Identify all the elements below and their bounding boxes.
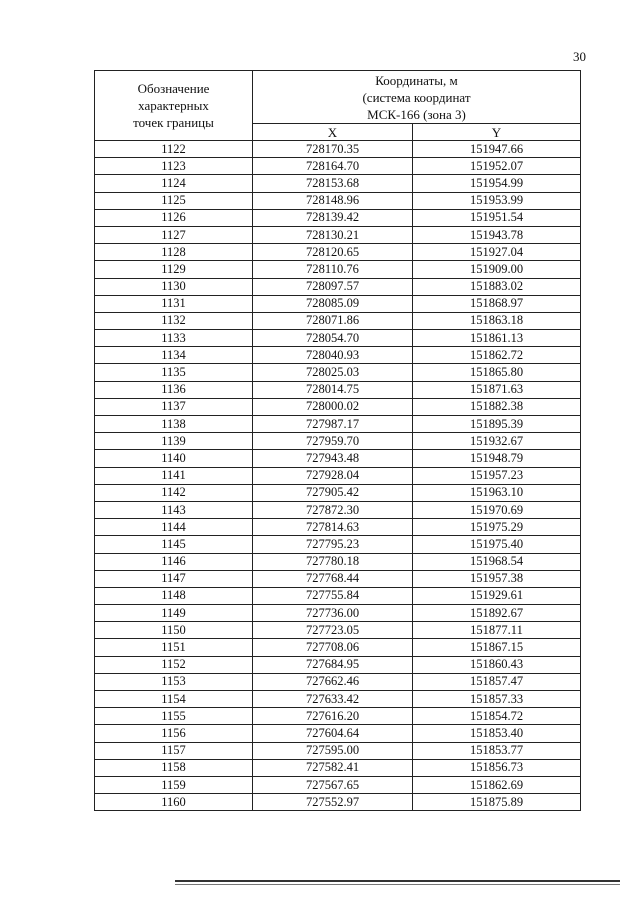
x-coordinate-cell: 727795.23 <box>253 536 413 553</box>
point-header-line3: точек границы <box>133 115 214 130</box>
y-coordinate-cell: 151863.18 <box>413 312 581 329</box>
table-row <box>95 759 581 776</box>
y-coordinate-cell: 151951.54 <box>413 209 581 226</box>
x-coordinate-cell: 728110.76 <box>253 261 413 278</box>
y-coordinate-cell: 151927.04 <box>413 244 581 261</box>
table-row <box>95 209 581 226</box>
point-id-cell: 1144 <box>95 519 253 536</box>
point-id-cell: 1142 <box>95 484 253 501</box>
point-id-cell: 1130 <box>95 278 253 295</box>
table-row <box>95 656 581 673</box>
x-coordinate-cell: 728054.70 <box>253 330 413 347</box>
x-coordinate-cell: 728000.02 <box>253 398 413 415</box>
point-id-cell: 1160 <box>95 794 253 811</box>
x-coordinate-cell: 727755.84 <box>253 587 413 604</box>
y-coordinate-cell: 151882.38 <box>413 398 581 415</box>
point-id-cell: 1146 <box>95 553 253 570</box>
x-coordinate-cell: 727872.30 <box>253 501 413 518</box>
point-id-cell: 1149 <box>95 605 253 622</box>
y-coordinate-cell: 151853.77 <box>413 742 581 759</box>
table-row <box>95 141 581 158</box>
x-coordinate-cell: 727662.46 <box>253 673 413 690</box>
point-id-cell: 1151 <box>95 639 253 656</box>
point-id-cell: 1138 <box>95 416 253 433</box>
table-row <box>95 416 581 433</box>
x-coordinate-cell: 728097.57 <box>253 278 413 295</box>
point-id-cell: 1152 <box>95 656 253 673</box>
y-coordinate-cell: 151883.02 <box>413 278 581 295</box>
point-designation-header <box>95 71 253 141</box>
y-coordinate-cell: 151861.13 <box>413 330 581 347</box>
table-row <box>95 175 581 192</box>
table-row <box>95 330 581 347</box>
y-coordinate-cell: 151929.61 <box>413 587 581 604</box>
table-row <box>95 708 581 725</box>
table-row <box>95 553 581 570</box>
point-id-cell: 1137 <box>95 398 253 415</box>
y-coordinate-cell: 151970.69 <box>413 501 581 518</box>
x-coordinate-cell: 727723.05 <box>253 622 413 639</box>
y-coordinate-cell: 151857.33 <box>413 691 581 708</box>
x-coordinate-cell: 728170.35 <box>253 141 413 158</box>
point-id-cell: 1159 <box>95 776 253 793</box>
point-id-cell: 1126 <box>95 209 253 226</box>
y-coordinate-cell: 151957.23 <box>413 467 581 484</box>
point-id-cell: 1153 <box>95 673 253 690</box>
x-coordinate-cell: 727552.97 <box>253 794 413 811</box>
y-coordinate-cell: 151975.40 <box>413 536 581 553</box>
point-id-cell: 1141 <box>95 467 253 484</box>
point-id-cell: 1134 <box>95 347 253 364</box>
point-id-cell: 1128 <box>95 244 253 261</box>
table-row <box>95 605 581 622</box>
table-row <box>95 364 581 381</box>
table-row <box>95 312 581 329</box>
y-coordinate-cell: 151954.99 <box>413 175 581 192</box>
point-id-cell: 1156 <box>95 725 253 742</box>
y-coordinate-cell: 151865.80 <box>413 364 581 381</box>
coords-header-line3: МСК-166 (зона 3) <box>367 106 466 122</box>
point-id-cell: 1135 <box>95 364 253 381</box>
y-coordinate-cell: 151943.78 <box>413 226 581 243</box>
coordinates-table <box>94 70 581 811</box>
point-id-cell: 1132 <box>95 312 253 329</box>
y-coordinate-cell: 151932.67 <box>413 433 581 450</box>
table-row <box>95 158 581 175</box>
x-coordinate-cell: 727616.20 <box>253 708 413 725</box>
y-coordinate-cell: 151868.97 <box>413 295 581 312</box>
x-coordinate-cell: 727708.06 <box>253 639 413 656</box>
x-column-header: X <box>253 124 413 141</box>
point-id-cell: 1129 <box>95 261 253 278</box>
point-id-cell: 1143 <box>95 501 253 518</box>
footer-rule-thin <box>175 884 620 885</box>
y-coordinate-cell: 151854.72 <box>413 708 581 725</box>
point-id-cell: 1158 <box>95 759 253 776</box>
page-number: 30 <box>573 49 586 64</box>
x-coordinate-cell: 727987.17 <box>253 416 413 433</box>
point-header-line2: характерных <box>138 98 209 113</box>
table-row <box>95 192 581 209</box>
y-coordinate-cell: 151862.72 <box>413 347 581 364</box>
x-coordinate-cell: 727736.00 <box>253 605 413 622</box>
coords-header-line2: (система координат <box>362 89 471 105</box>
x-coordinate-cell: 728120.65 <box>253 244 413 261</box>
x-coordinate-cell: 727633.42 <box>253 691 413 708</box>
point-id-cell: 1154 <box>95 691 253 708</box>
y-coordinate-cell: 151877.11 <box>413 622 581 639</box>
point-id-cell: 1136 <box>95 381 253 398</box>
y-coordinate-cell: 151857.47 <box>413 673 581 690</box>
point-id-cell: 1148 <box>95 587 253 604</box>
y-coordinate-cell: 151968.54 <box>413 553 581 570</box>
y-coordinate-cell: 151948.79 <box>413 450 581 467</box>
coords-header-line1: Координаты, м <box>375 72 458 88</box>
point-id-cell: 1155 <box>95 708 253 725</box>
x-coordinate-cell: 728164.70 <box>253 158 413 175</box>
x-coordinate-cell: 727768.44 <box>253 570 413 587</box>
x-coordinate-cell: 728139.42 <box>253 209 413 226</box>
table-body <box>95 141 581 811</box>
x-coordinate-cell: 727928.04 <box>253 467 413 484</box>
table-row <box>95 278 581 295</box>
table-row <box>95 261 581 278</box>
point-id-cell: 1145 <box>95 536 253 553</box>
y-coordinate-cell: 151862.69 <box>413 776 581 793</box>
y-coordinate-cell: 151856.73 <box>413 759 581 776</box>
table-row <box>95 536 581 553</box>
table-row <box>95 519 581 536</box>
x-coordinate-cell: 728071.86 <box>253 312 413 329</box>
x-coordinate-cell: 727684.95 <box>253 656 413 673</box>
point-id-cell: 1140 <box>95 450 253 467</box>
x-coordinate-cell: 727582.41 <box>253 759 413 776</box>
table-row <box>95 244 581 261</box>
point-id-cell: 1157 <box>95 742 253 759</box>
y-column-header: Y <box>413 124 581 141</box>
table-row <box>95 295 581 312</box>
x-coordinate-cell: 727567.65 <box>253 776 413 793</box>
table-row <box>95 347 581 364</box>
y-coordinate-cell: 151952.07 <box>413 158 581 175</box>
table-row <box>95 742 581 759</box>
x-coordinate-cell: 728148.96 <box>253 192 413 209</box>
table-row <box>95 570 581 587</box>
point-header-line1: Обозначение <box>137 81 210 96</box>
y-coordinate-cell: 151957.38 <box>413 570 581 587</box>
table-row <box>95 776 581 793</box>
y-coordinate-cell: 151947.66 <box>413 141 581 158</box>
y-coordinate-cell: 151895.39 <box>413 416 581 433</box>
table-row <box>95 794 581 811</box>
x-coordinate-cell: 728014.75 <box>253 381 413 398</box>
table-row <box>95 226 581 243</box>
x-coordinate-cell: 727905.42 <box>253 484 413 501</box>
x-coordinate-cell: 728040.93 <box>253 347 413 364</box>
y-coordinate-cell: 151909.00 <box>413 261 581 278</box>
x-coordinate-cell: 727604.64 <box>253 725 413 742</box>
x-coordinate-cell: 728025.03 <box>253 364 413 381</box>
table-row <box>95 484 581 501</box>
point-id-cell: 1133 <box>95 330 253 347</box>
point-id-cell: 1139 <box>95 433 253 450</box>
y-coordinate-cell: 151875.89 <box>413 794 581 811</box>
x-coordinate-cell: 728130.21 <box>253 226 413 243</box>
point-id-cell: 1127 <box>95 226 253 243</box>
x-coordinate-cell: 727814.63 <box>253 519 413 536</box>
table-row <box>95 501 581 518</box>
table-row <box>95 433 581 450</box>
footer-rule <box>175 880 620 882</box>
point-id-cell: 1122 <box>95 141 253 158</box>
x-coordinate-cell: 727780.18 <box>253 553 413 570</box>
point-id-cell: 1124 <box>95 175 253 192</box>
y-coordinate-cell: 151953.99 <box>413 192 581 209</box>
x-coordinate-cell: 727943.48 <box>253 450 413 467</box>
x-coordinate-cell: 727959.70 <box>253 433 413 450</box>
y-coordinate-cell: 151975.29 <box>413 519 581 536</box>
y-coordinate-cell: 151853.40 <box>413 725 581 742</box>
table-row <box>95 467 581 484</box>
y-coordinate-cell: 151860.43 <box>413 656 581 673</box>
point-id-cell: 1131 <box>95 295 253 312</box>
table-row <box>95 639 581 656</box>
table-row <box>95 725 581 742</box>
y-coordinate-cell: 151871.63 <box>413 381 581 398</box>
x-coordinate-cell: 728153.68 <box>253 175 413 192</box>
y-coordinate-cell: 151963.10 <box>413 484 581 501</box>
table-row <box>95 622 581 639</box>
y-coordinate-cell: 151892.67 <box>413 605 581 622</box>
point-id-cell: 1123 <box>95 158 253 175</box>
table-row <box>95 691 581 708</box>
table-row <box>95 398 581 415</box>
point-id-cell: 1150 <box>95 622 253 639</box>
point-id-cell: 1147 <box>95 570 253 587</box>
x-coordinate-cell: 727595.00 <box>253 742 413 759</box>
x-coordinate-cell: 728085.09 <box>253 295 413 312</box>
point-id-cell: 1125 <box>95 192 253 209</box>
table-row <box>95 381 581 398</box>
table-row <box>95 587 581 604</box>
y-coordinate-cell: 151867.15 <box>413 639 581 656</box>
table-row <box>95 450 581 467</box>
table-row <box>95 673 581 690</box>
coordinates-header <box>253 71 581 124</box>
